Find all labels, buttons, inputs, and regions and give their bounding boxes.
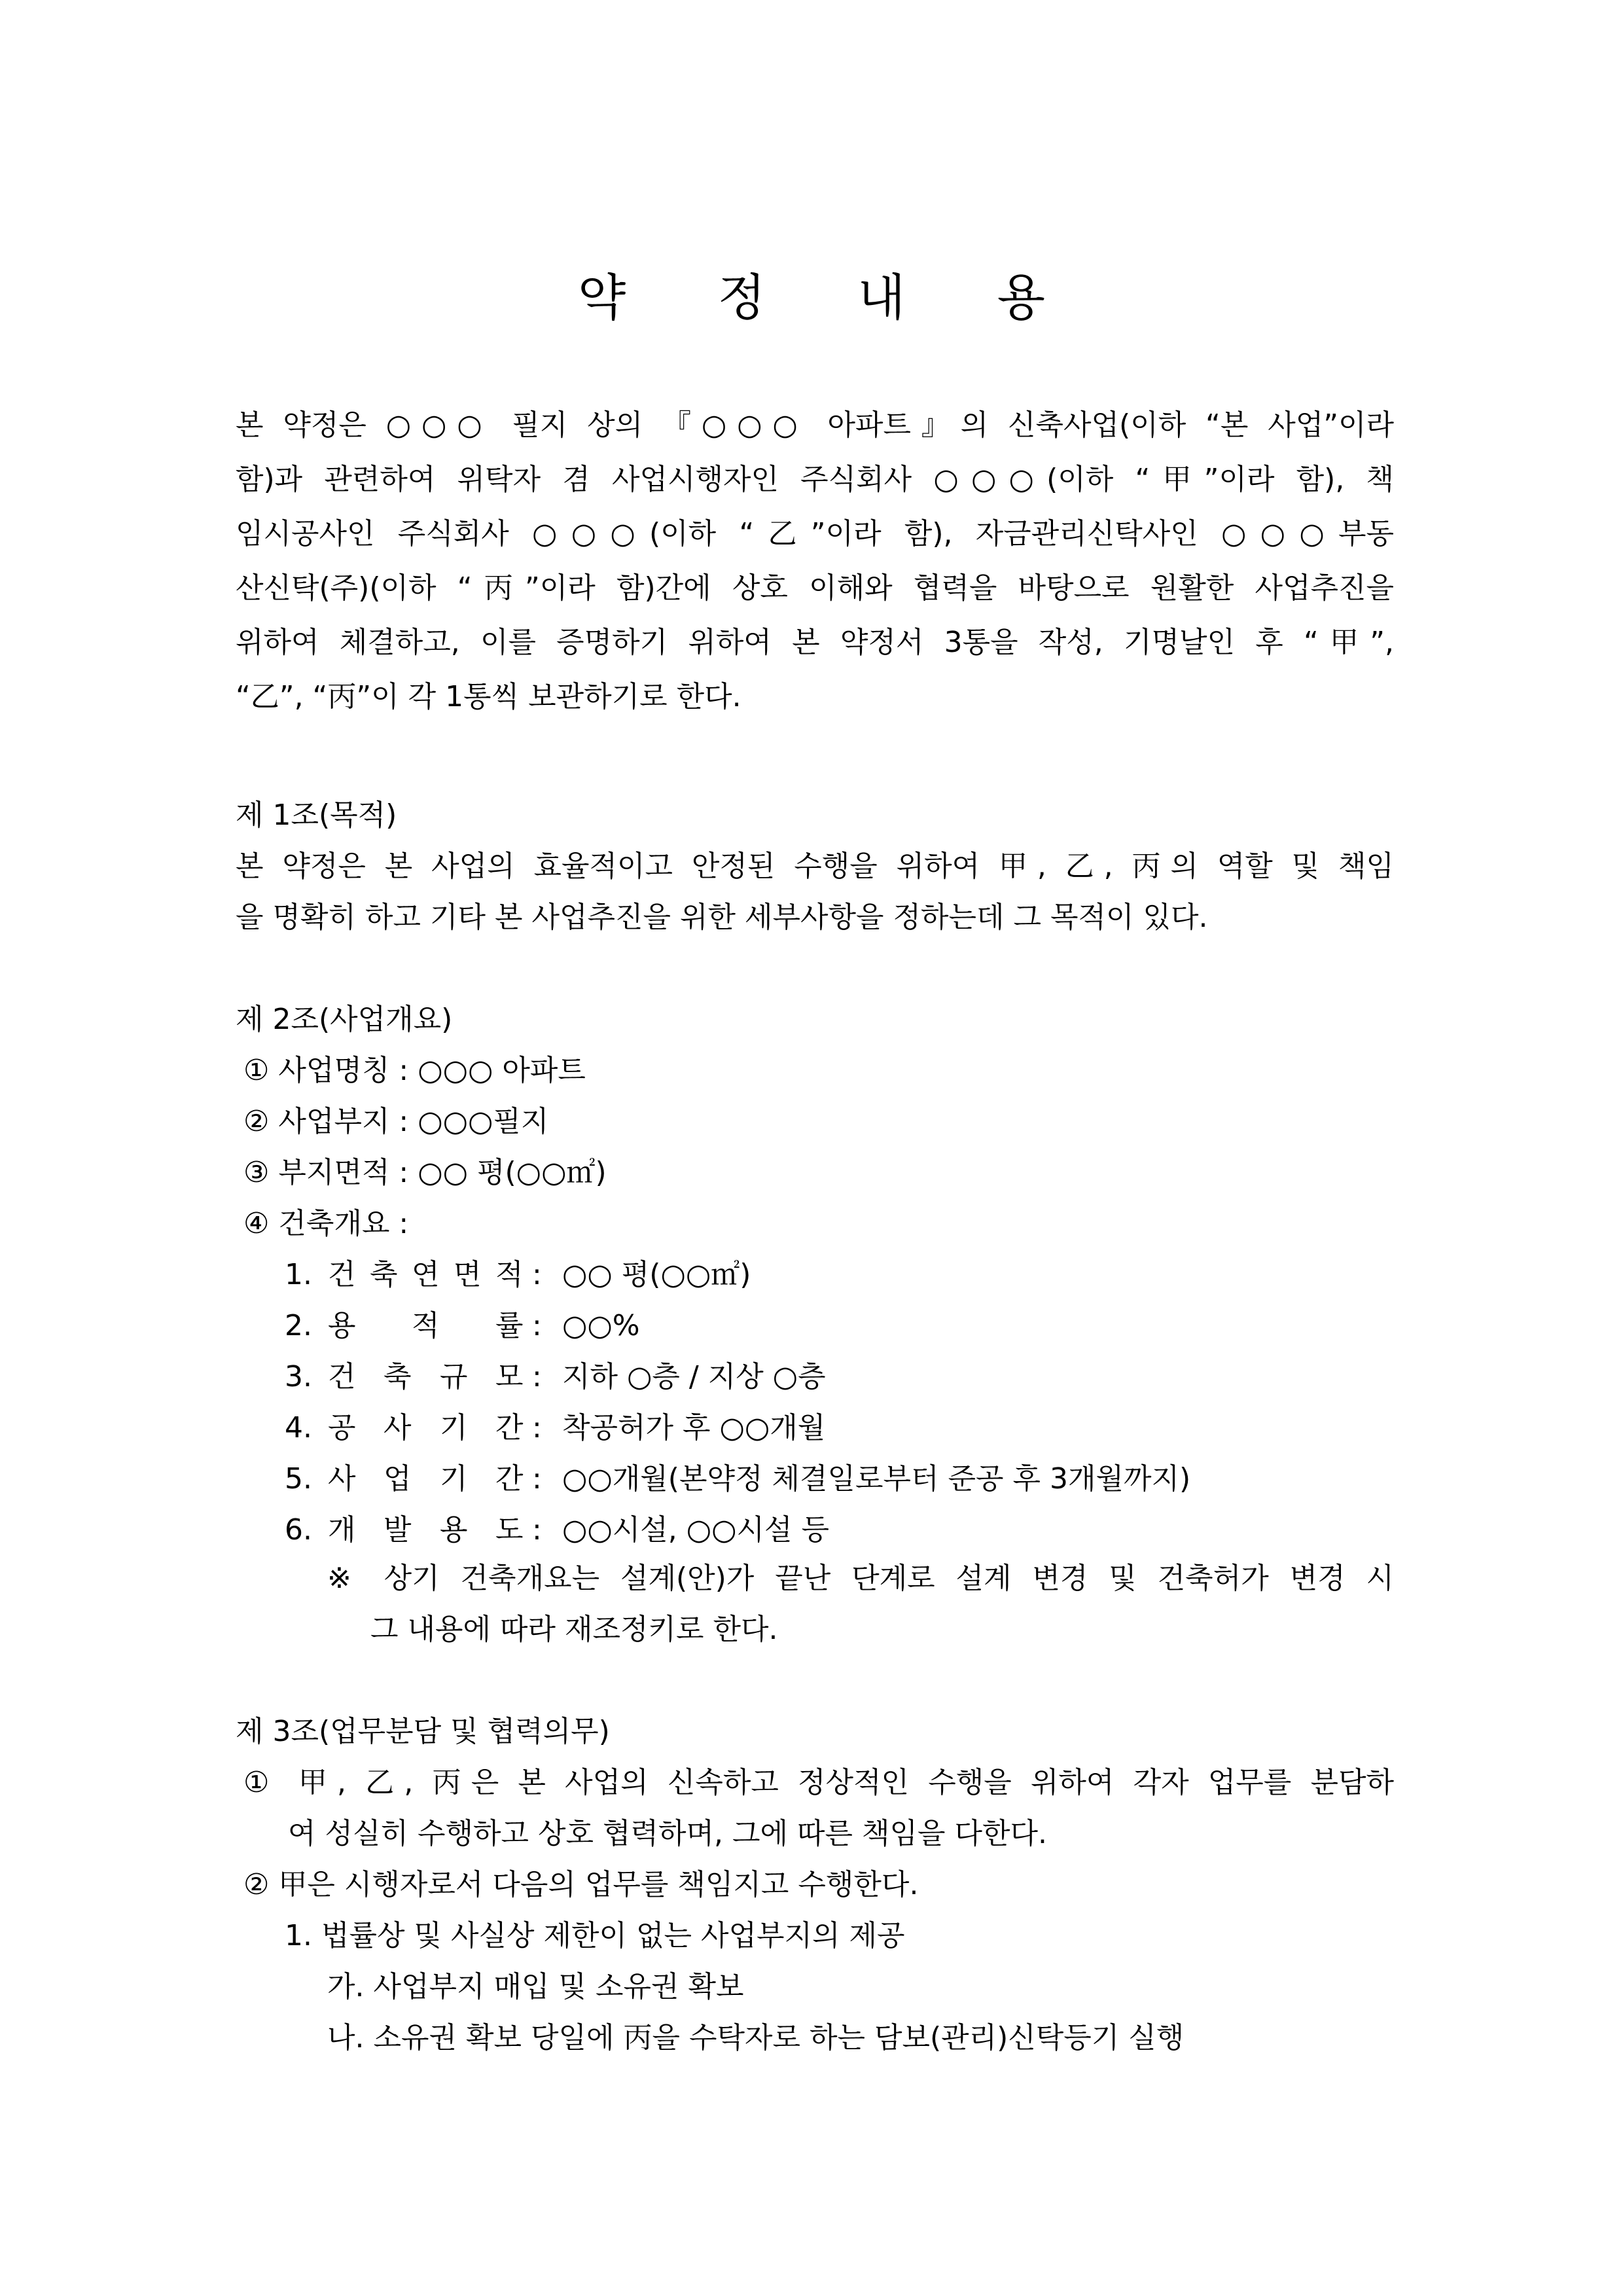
intro-line: 산신탁(주)(이하 “丙”이라 함)간에 상호 이해와 협력을 바탕으로 원활한 사업추진을 <box>236 571 1394 605</box>
building-spec-row <box>285 1249 751 1300</box>
spec-value: ○○시설, ○○시설 등 <box>562 1513 830 1547</box>
building-spec-row <box>285 1300 640 1352</box>
article-2-heading: 제 2조(사업개요) <box>236 1003 453 1036</box>
article-3-heading: 제 3조(업무분담 및 협력의무) <box>236 1715 610 1748</box>
spec-value: ○○ 평(○○㎡) <box>562 1258 751 1291</box>
article-2-item: ③ 부지면적 : ○○ 평(○○㎡) <box>243 1156 607 1189</box>
spec-colon: : <box>532 1360 542 1393</box>
article-3-sub-sub-item: 나. 소유권 확보 당일에 丙을 수탁자로 하는 담보(관리)신탁등기 실행 <box>327 2021 1185 2054</box>
spec-number: 5. <box>285 1462 312 1496</box>
spec-value: 지하 ○층 / 지상 ○층 <box>562 1360 826 1393</box>
spec-number: 2. <box>285 1309 312 1342</box>
spec-colon: : <box>532 1258 542 1291</box>
article-3-item-1 <box>243 1757 1394 1859</box>
intro-paragraph <box>236 398 1394 724</box>
spec-colon: : <box>532 1309 542 1342</box>
spec-value: ○○개월(본약정 체결일로부터 준공 후 3개월까지) <box>562 1462 1191 1496</box>
article-2-item: ① 사업명칭 : ○○○ 아파트 <box>243 1054 586 1087</box>
spec-number: 4. <box>285 1411 312 1444</box>
intro-line: 위하여 체결하고, 이를 증명하기 위하여 본 약정서 3통을 작성, 기명날인 후 “甲”, <box>236 626 1394 659</box>
spec-colon: : <box>532 1513 542 1547</box>
document-title: 약 정 내 용 <box>577 268 1084 327</box>
article-3-item-2: ② 甲은 시행자로서 다음의 업무를 책임지고 수행한다. <box>243 1868 919 1901</box>
spec-label: 개 발 용 도 <box>328 1513 524 1547</box>
spec-label: 건 축 연 면 적 <box>328 1258 524 1291</box>
spec-number: 3. <box>285 1360 312 1393</box>
article-3-line: 여 성실히 수행하고 상호 협력하며, 그에 따른 책임을 다한다. <box>288 1817 1047 1850</box>
building-spec-note <box>327 1553 1394 1655</box>
spec-value: ○○% <box>562 1309 640 1342</box>
article-3-sub-sub-item: 가. 사업부지 매입 및 소유권 확보 <box>327 1970 744 2003</box>
intro-line: 본 약정은 ○○○ 필지 상의 『○○○ 아파트』의 신축사업(이하 “본 사업”이라 <box>236 408 1394 442</box>
spec-label: 용 적 률 <box>328 1309 524 1342</box>
building-spec-row <box>285 1403 825 1454</box>
spec-colon: : <box>532 1462 542 1496</box>
spec-label: 건 축 규 모 <box>328 1360 524 1393</box>
article-2-item: ④ 건축개요 : <box>243 1207 409 1240</box>
article-1-line: 본 약정은 본 사업의 효율적이고 안정된 수행을 위하여 甲, 乙, 丙의 역할 및 책임 <box>236 850 1394 883</box>
article-1-line: 을 명확히 하고 기타 본 사업추진을 위한 세부사항을 정하는데 그 목적이 있다. <box>236 901 1208 934</box>
article-2-item: ② 사업부지 : ○○○필지 <box>243 1105 549 1138</box>
article-1-body <box>236 841 1394 943</box>
intro-line: 임시공사인 주식회사 ○○○(이하 “乙”이라 함), 자금관리신탁사인 ○○○부동 <box>236 517 1394 550</box>
article-1-heading: 제 1조(목적) <box>236 798 397 832</box>
spec-value: 착공허가 후 ○○개월 <box>562 1411 826 1444</box>
article-3-sub-item: 1. 법률상 및 사실상 제한이 없는 사업부지의 제공 <box>285 1919 905 1952</box>
intro-line: “乙”, “丙”이 각 1통씩 보관하기로 한다. <box>236 680 741 713</box>
building-spec-row <box>285 1352 826 1403</box>
note-line: 그 내용에 따라 재조정키로 한다. <box>370 1613 778 1646</box>
spec-label: 공 사 기 간 <box>328 1411 524 1444</box>
spec-number: 6. <box>285 1513 312 1547</box>
building-spec-row <box>285 1505 829 1556</box>
spec-label: 사 업 기 간 <box>328 1462 524 1496</box>
spec-colon: : <box>532 1411 542 1444</box>
intro-line: 함)과 관련하여 위탁자 겸 사업시행자인 주식회사 ○○○(이하 “甲”이라 함), 책 <box>236 463 1394 496</box>
note-line: ※ 상기 건축개요는 설계(안)가 끝난 단계로 설계 변경 및 건축허가 변경 시 <box>327 1562 1394 1595</box>
article-3-line: ① 甲, 乙, 丙은 본 사업의 신속하고 정상적인 수행을 위하여 각자 업무를 분담하 <box>243 1766 1394 1799</box>
spec-number: 1. <box>285 1258 312 1291</box>
building-spec-row <box>285 1454 1190 1505</box>
